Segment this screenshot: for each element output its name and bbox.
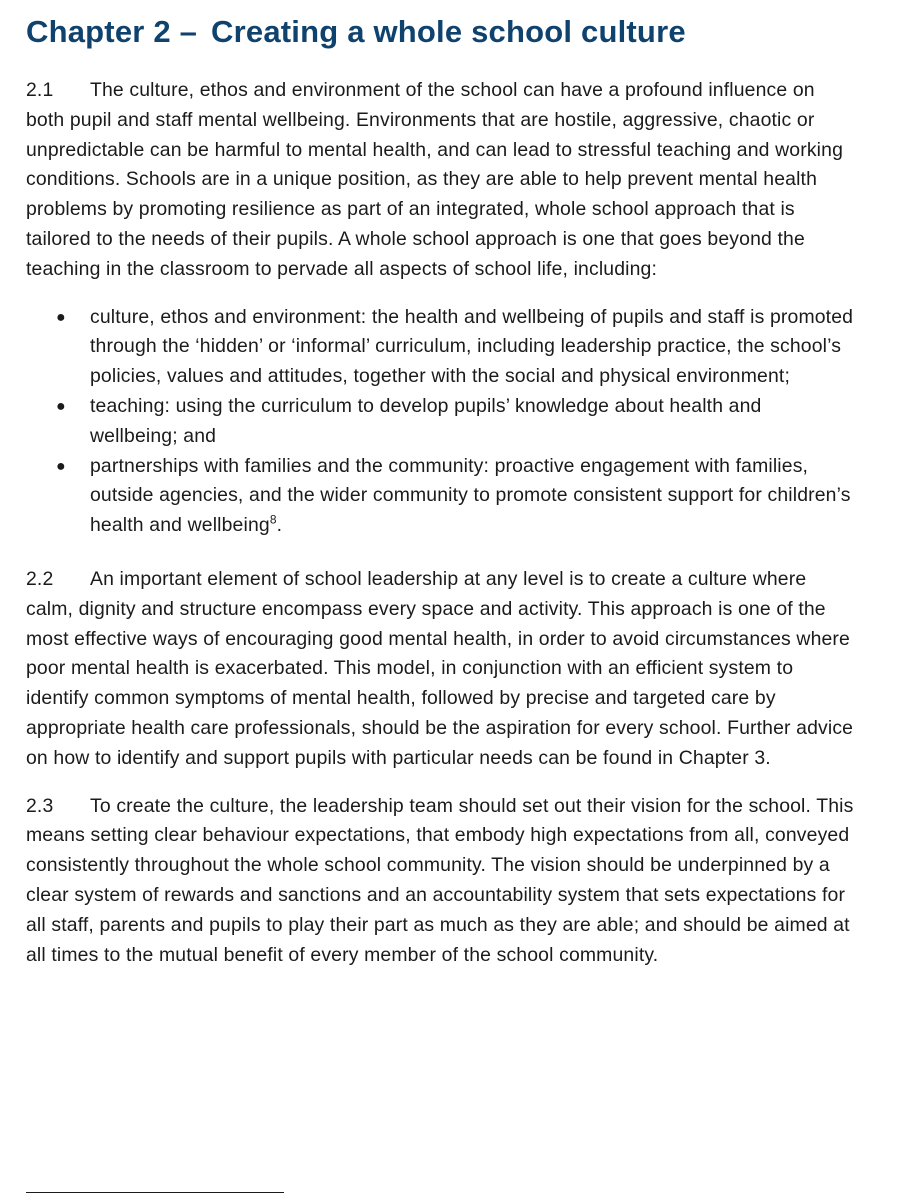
paragraph-2-1 (26, 76, 854, 285)
list-item-text: partnerships with families and the community: proactive engagement with families, outside agencies, and the wider community to promote consistent support for children’s health and wellbeing (90, 454, 851, 537)
list-item (26, 392, 854, 452)
chapter-heading (26, 10, 854, 54)
bullet-icon: ● (56, 308, 66, 326)
paragraph-number: 2.1 (26, 79, 54, 101)
chapter-number: Chapter 2 – (26, 14, 198, 49)
bullet-icon: ● (56, 397, 66, 415)
paragraph-number: 2.2 (26, 567, 54, 590)
bullet-icon: ● (56, 457, 66, 475)
chapter-title: Creating a whole school culture (211, 14, 686, 49)
bullet-list (26, 303, 854, 541)
paragraph-2-3 (26, 792, 854, 971)
list-item-text: culture, ethos and environment: the health and wellbeing of pupils and staff is promoted through the ‘hidden’ or ‘informal’ curriculum, including leadership practice, the school’s policies, values and attitudes, together with the social and physical environment; (90, 305, 854, 388)
paragraph-number: 2.3 (26, 794, 54, 817)
list-item-text: teaching: using the curriculum to develop pupils’ knowledge about health and wellbeing; and (90, 394, 762, 447)
footnote-reference: 8 (269, 512, 277, 527)
list-item (26, 303, 854, 392)
paragraph-text: An important element of school leadership at any level is to create a culture where calm, dignity and structure encompass every space and activity. This approach is one of the most effective ways of encouraging good mental health, in order to avoid circumstances where poor mental health is exacerbated. This model, in conjunction with an efficient system to identify common symptoms of mental health, followed by precise and targeted care by appropriate health care professionals, should be the aspiration for every school. Further advice on how to identify and support pupils with particular needs can be found in Chapter 3. (26, 567, 854, 769)
list-item-end: . (276, 514, 283, 537)
paragraph-text: To create the culture, the leadership team should set out their vision for the school. This means setting clear behaviour expectations, that embody high expectations from all, conveyed consistently throughout the whole school community. The vision should be underpinned by a clear system of rewards and sanctions and an accountability system that sets expectations for all staff, parents and pupils to play their part as much as they are able; and should be aimed at all times to the mutual benefit of every member of the school community. (26, 794, 854, 966)
footnote-divider (26, 1192, 284, 1193)
paragraph-2-2 (26, 565, 854, 774)
list-item (26, 452, 854, 541)
paragraph-text: The culture, ethos and environment of the school can have a profound influence on both pupil and staff mental wellbeing. Environments that are hostile, aggressive, chaotic or unpredictable can be harmful to mental health, and can lead to stressful teaching and working conditions. Schools are in a unique position, as they are able to help prevent mental health problems by promoting resilience as part of an integrated, whole school approach that is tailored to the needs of their pupils. A whole school approach is one that goes beyond the teaching in the classroom to pervade all aspects of school life, including: (26, 79, 844, 280)
